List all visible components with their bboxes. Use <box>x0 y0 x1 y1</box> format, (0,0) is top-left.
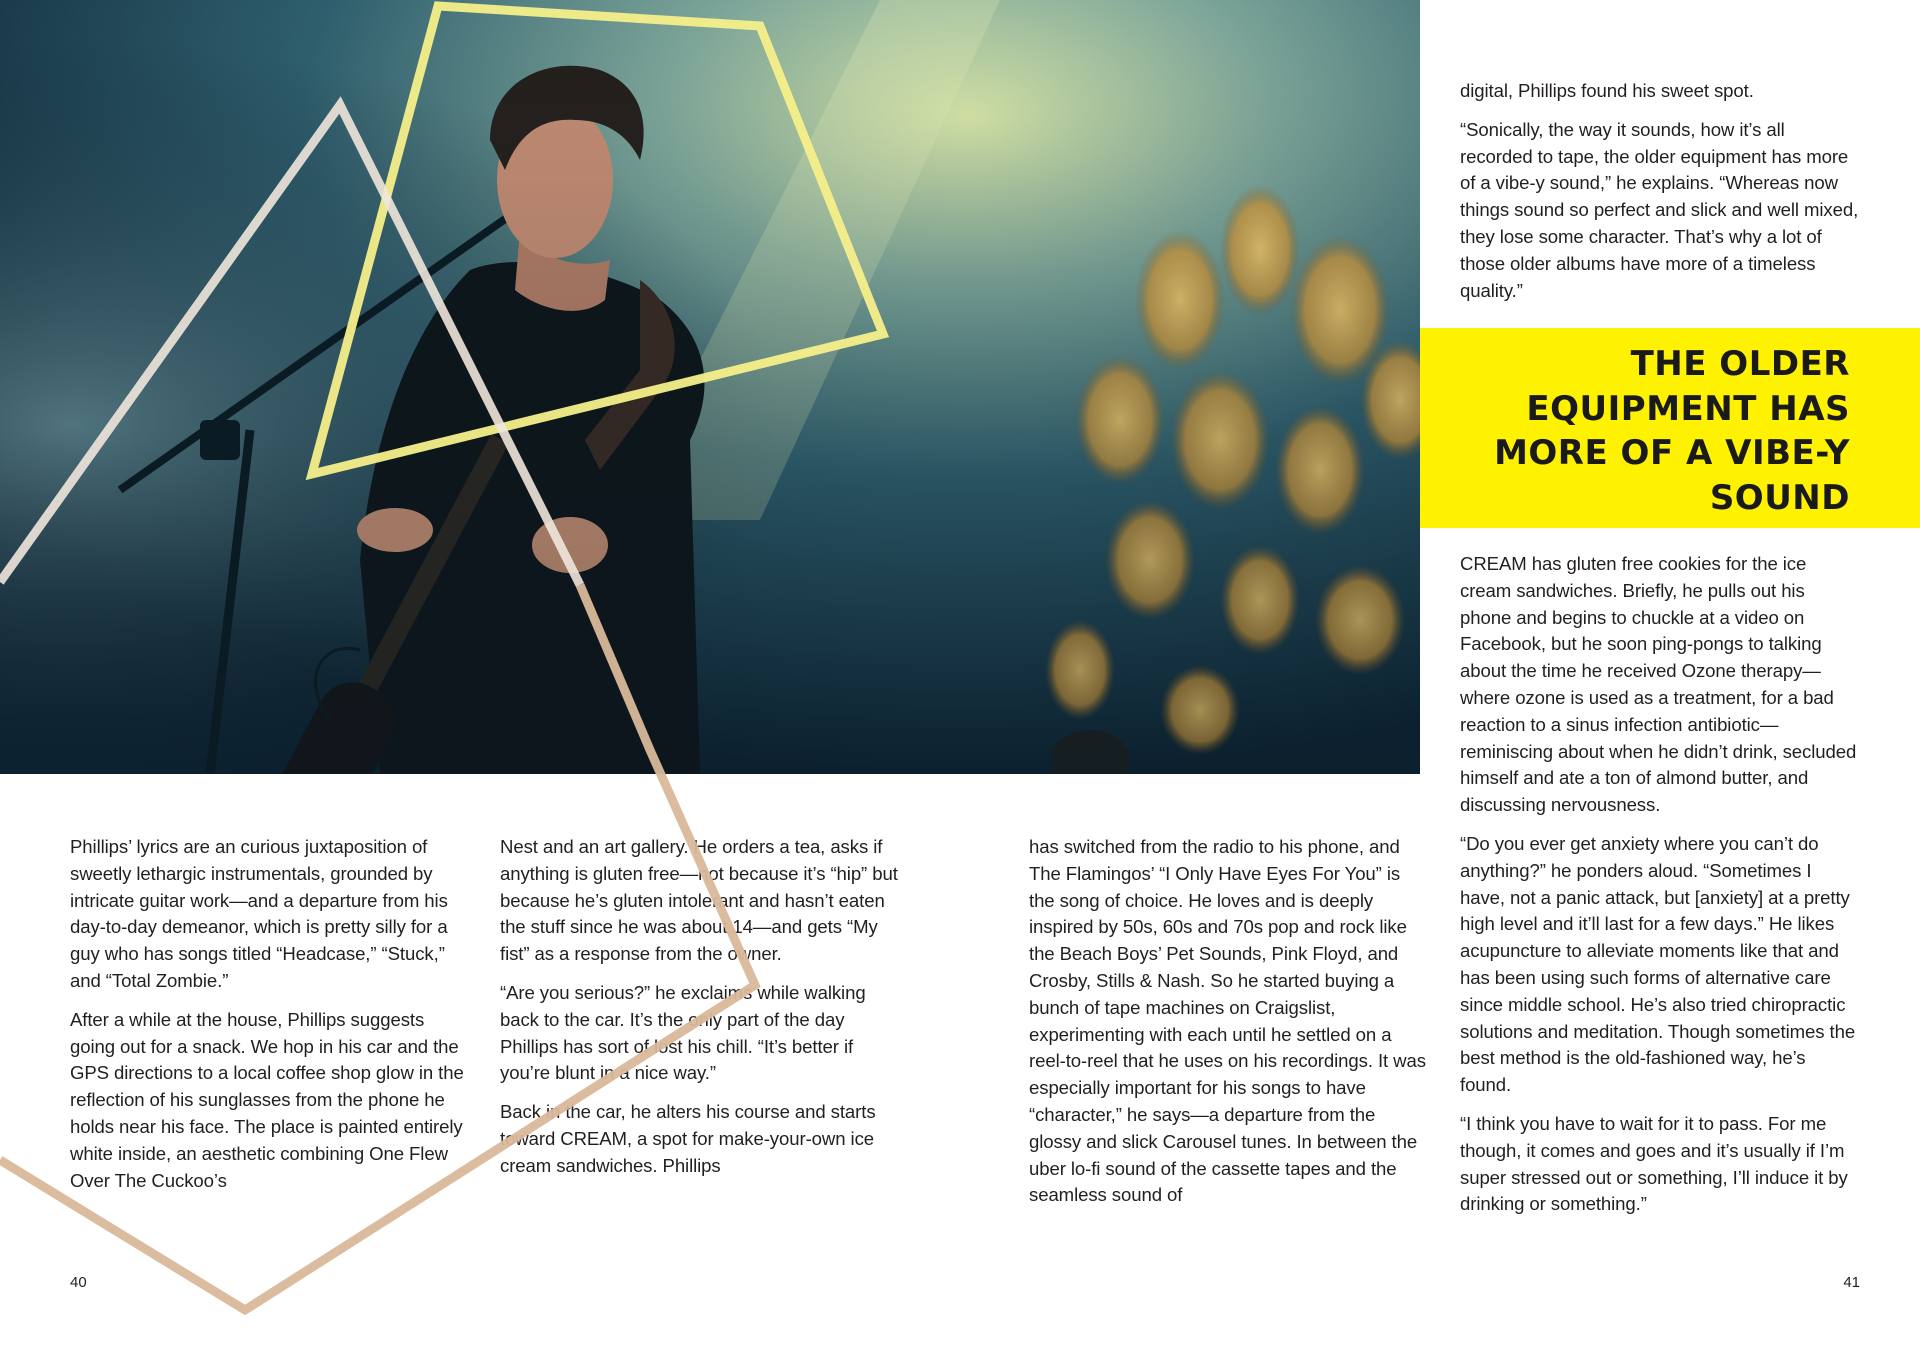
column-1 <box>70 834 470 1206</box>
paragraph: “Are you serious?” he exclaims while walking back to the car. It’s the only part of the day Phillips has sort of lost his chill. “It’s better if you’re blunt in a nice way.” <box>500 981 866 1084</box>
pull-quote-box <box>1420 328 1920 528</box>
paragraph: Phillips’ lyrics are an curious juxtaposition of sweetly lethargic instrumentals, grounded by intricate guitar work—and a departure from his day-to-day demeanor, which is pretty silly for a guy who has songs titled “Headcase,” “Stuck,” and “Total Zombie.” <box>70 836 448 991</box>
column-2 <box>500 834 900 1192</box>
paragraph: “I think you have to wait for it to pass. For me though, it comes and goes and it’s usually if I’m super stressed out or something, I’ll induce it by drinking or something.” <box>1460 1112 1848 1215</box>
pull-quote: THE OLDER EQUIPMENT HAS MORE OF A VIBE-Y SOUND <box>1494 344 1850 518</box>
page-number-right: 41 <box>1843 1274 1860 1291</box>
concert-photo <box>0 0 1420 774</box>
paragraph: “Do you ever get anxiety where you can’t do anything?” he ponders aloud. “Sometimes I have, not a panic attack, but [anxiety] at a pretty high level and it’ll last for a few days.” He likes acupuncture to alleviate moments like that and has been using such forms of alternative care since middle school. He’s also tried chiropractic solutions and meditation. Though sometimes the best method is the old-fashioned way, he’s found. <box>1460 832 1856 1096</box>
column-right-top <box>1460 78 1860 316</box>
paragraph: After a while at the house, Phillips suggests going out for a snack. We hop in his car and the GPS directions to a local coffee shop glow in the reflection of his sunglasses from the phone he holds near his face. The place is painted entirely white inside, an aesthetic combining One Flew Over The Cuckoo’s <box>70 1008 464 1191</box>
paragraph: Back in the car, he alters his course and starts toward CREAM, a spot for make-your-own ice cream sandwiches. Phillips <box>500 1101 876 1176</box>
paragraph: has switched from the radio to his phone, and The Flamingos’ “I Only Have Eyes For You” is the song of choice. He loves and is deeply inspired by 50s, 60s and 70s pop and rock like the Beach Boys’ Pet Sounds, Pink Floyd, and Crosby, Stills & Nash. So he started buying a bunch of tape machines on Craigslist, experimenting with each until he settled on a reel-to-reel that he uses on his recordings. It was especially important for his songs to have “character,” he says—a departure from the glossy and slick Carousel tunes. In between the uber lo-fi sound of the cassette tapes and the seamless sound of <box>1029 836 1426 1206</box>
paragraph: CREAM has gluten free cookies for the ice cream sandwiches. Briefly, he pulls out his phone and begins to chuckle at a video on Facebook, but he soon ping-pongs to talking about the time he received Ozone therapy—where ozone is used as a treatment, for a bad reaction to a sinus infection antibiotic—reminiscing about when he didn’t drink, secluded himself and ate a ton of almond butter, and discussing nervousness. <box>1460 553 1857 816</box>
paragraph: Nest and an art gallery. He orders a tea, asks if anything is gluten free—not because it’s “hip” but because he’s gluten intolerant and hasn’t eaten the stuff since he was about 14—and gets “My fist” as a response from the owner. <box>500 836 898 965</box>
page-number-left: 40 <box>70 1274 87 1291</box>
column-right-bottom <box>1460 551 1860 1230</box>
column-3 <box>1029 834 1429 1221</box>
paragraph: “Sonically, the way it sounds, how it’s all recorded to tape, the older equipment has more of a vibe-y sound,” he explains. “Whereas now things sound so perfect and slick and well mixed, they lose some character. That’s why a lot of those older albums have more of a timeless quality.” <box>1460 118 1859 301</box>
paragraph: digital, Phillips found his sweet spot. <box>1460 80 1754 101</box>
